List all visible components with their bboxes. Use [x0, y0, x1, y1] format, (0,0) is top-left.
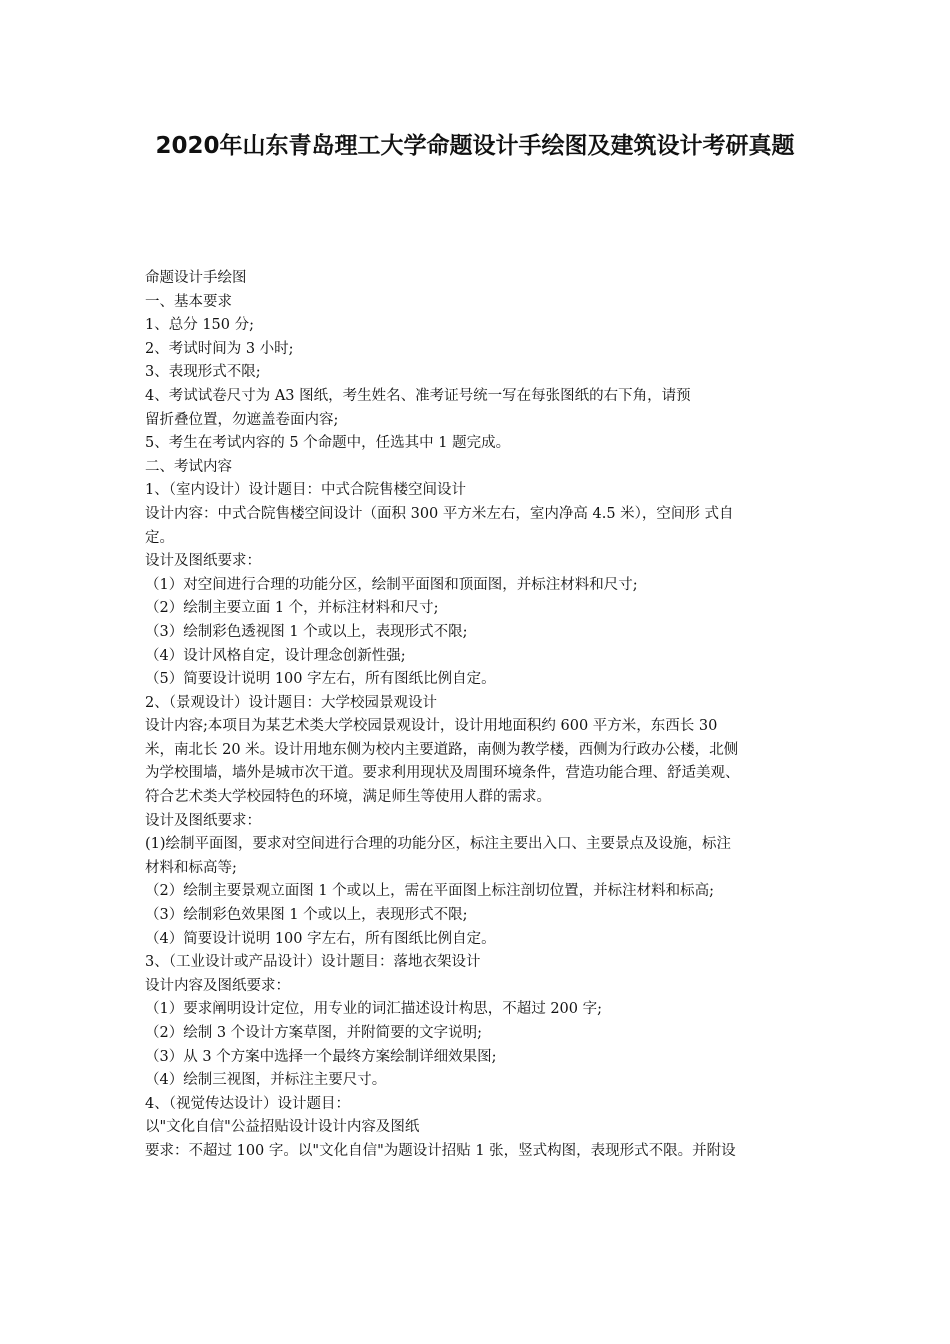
text-line: 材料和标高等;	[145, 859, 237, 876]
text-line: 设计及图纸要求：	[145, 553, 261, 570]
text-line: （2）绘制主要立面 1 个，并标注材料和尺寸;	[145, 600, 439, 617]
text-line: 命题设计手绘图	[145, 270, 247, 286]
text-line: 设计内容及图纸要求：	[145, 977, 290, 994]
text-line: 设计内容;本项目为某艺术类大学校园景观设计，设计用地面积约 600 平方米，东西长 30	[145, 718, 718, 735]
text-line: 4、（视觉传达设计）设计题目：	[145, 1095, 350, 1112]
text-line: （3）绘制彩色透视图 1 个或以上，表现形式不限;	[145, 623, 468, 640]
text-line: （4）设计风格自定，设计理念创新性强;	[145, 647, 406, 664]
text-line: （1）要求阐明设计定位，用专业的词汇描述设计构思，不超过 200 字;	[145, 1001, 603, 1018]
text-line: 为学校围墙，墙外是城市次干道。要求利用现状及周围环境条件，营造功能合理、舒适美观、	[145, 765, 740, 782]
text-line: 设计及图纸要求：	[145, 812, 261, 829]
text-line: 以"文化自信"公益招贴设计设计内容及图纸	[145, 1119, 420, 1136]
text-line: （2）绘制主要景观立面图 1 个或以上，需在平面图上标注剖切位置，并标注材料和标高;	[145, 883, 715, 900]
text-line: 留折叠位置，勿遮盖卷面内容;	[145, 411, 339, 428]
text-line: 1、（室内设计）设计题目：中式合院售楼空间设计	[145, 482, 466, 499]
text-line: （3）从 3 个方案中选择一个最终方案绘制详细效果图;	[145, 1048, 497, 1065]
page-title: 2020年山东青岛理工大学命题设计手绘图及建筑设计考研真题	[155, 133, 795, 159]
text-line: 定。	[145, 529, 174, 546]
text-line: 2、考试时间为 3 小时;	[145, 340, 294, 357]
text-line: 3、表现形式不限;	[145, 364, 261, 381]
text-line: （3）绘制彩色效果图 1 个或以上，表现形式不限;	[145, 907, 468, 924]
text-line: 二、考试内容	[145, 458, 232, 475]
text-line: 米，南北长 20 米。设计用地东侧为校内主要道路，南侧为教学楼，西侧为行政办公楼，北侧	[145, 741, 739, 758]
text-line: 设计内容：中式合院售楼空间设计（面积 300 平方米左右，室内净高 4.5 米），空间形 式自	[145, 505, 734, 522]
text-line: 1、总分 150 分;	[145, 317, 255, 334]
text-line: 一、基本要求	[145, 293, 232, 310]
text-line: 3、（工业设计或产品设计）设计题目：落地衣架设计	[145, 954, 481, 971]
text-line: (1)绘制平面图，要求对空间进行合理的功能分区，标注主要出入口、主要景点及设施，标注	[145, 836, 732, 853]
document-body	[145, 267, 810, 1164]
text-line: 要求：不超过 100 字。以"文化自信"为题设计招贴 1 张，竖式构图，表现形式不限。并附设	[145, 1142, 736, 1159]
text-line: （1）对空间进行合理的功能分区，绘制平面图和顶面图，并标注材料和尺寸;	[145, 576, 638, 593]
text-line: 2、（景观设计）设计题目：大学校园景观设计	[145, 694, 437, 711]
text-line: （2）绘制 3 个设计方案草图，并附简要的文字说明;	[145, 1025, 483, 1041]
text-line: 4、考试试卷尺寸为 A3 图纸，考生姓名、准考证号统一写在每张图纸的右下角，请预	[145, 387, 691, 404]
text-line: 5、考生在考试内容的 5 个命题中，任选其中 1 题完成。	[145, 435, 511, 452]
text-line: 符合艺术类大学校园特色的环境，满足师生等使用人群的需求。	[145, 789, 551, 806]
text-line: （4）简要设计说明 100 字左右，所有图纸比例自定。	[145, 930, 496, 947]
text-line: （5）简要设计说明 100 字左右，所有图纸比例自定。	[145, 671, 496, 688]
text-line: （4）绘制三视图，并标注主要尺寸。	[145, 1072, 387, 1089]
